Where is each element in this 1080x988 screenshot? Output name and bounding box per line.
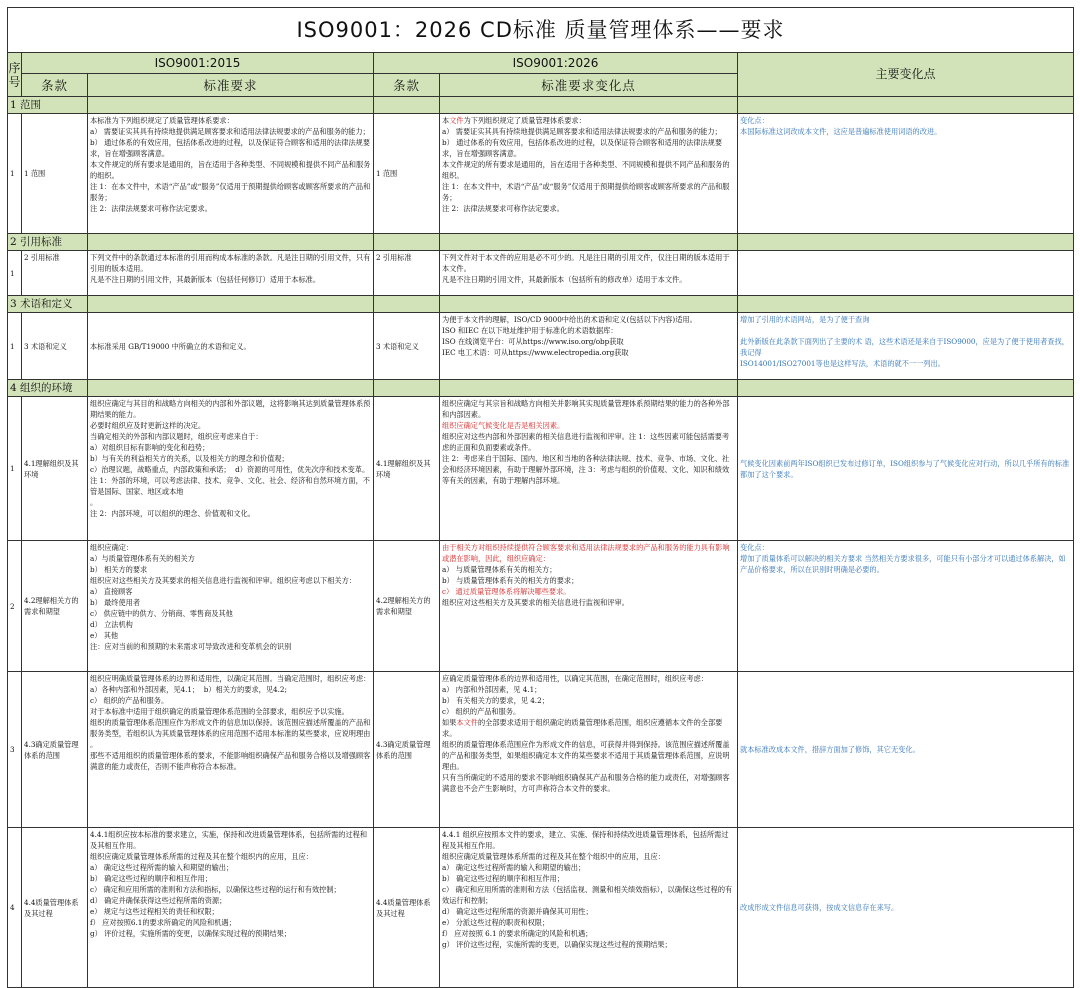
row-change: 改成形成文件信息可获得，按成文信息存在来写。 [738,828,1074,988]
table-row [8,313,1074,380]
row-req-new: 应确定质量管理体系的边界和适用性，以确定其范围，在确定范围时，组织应考虑： a） 内部和外部因素，见 4.1； b） 有关相关方的要求，见 4.2； c） 组织的产品和服务。 如果本文件的全部要求适用于组织确定的质量管理体系范围，组织应遵循本文件的全部要求。 组织的质量管理体系范围应作为形成文件的信息，可获得并得到保持。该范围应描述所覆盖的产品和服务类型，如果组织确定本文件的某些要求不适用于其质量管理体系范围，应说明理由。 只有当所确定的不适用的要求不影响组织确保其产品和服务合格的能力或责任，对增强顾客满意也不会产生影响时，方可声称符合本文件的要求。 [440,672,738,828]
row-seq: 1 [8,397,22,541]
row-req-old: 组织应确定与其目的和战略方向相关的内部和外部议题，这将影响其达到质量管理体系预期结果的能力。 必要时组织应及时更新这样的决定。 当确定相关的外部和内部议题时，组织应考虑来自于： a）对组织目标有影响的变化和趋势； b）与有关的利益相关方的关系，以及相关方的理念和价值观； c）治理议题，战略重点，内部政策和承诺； d）资源的可用性，优先次序和技术变革。 注 1：外部的环境，可以考虑法律、技术、竞争、文化、社会、经济和自然环境方面，不管是国际、国家、地区或本地 。 注 2：内部环境，可以组织的理念、价值观和文化。 [88,397,374,541]
row-clause-new: 4.3确定质量管理体系的范围 [374,672,440,828]
table-row [8,114,1074,234]
row-req-old: 组织应确定： a）与质量管理体系有关的相关方 b） 相关方的要求 组织应对这些相关方及其要求的相关信息进行监视和评审。组织应考虑以下相关方： a） 直接顾客 b） 最终使用者 c） 供应链中的供方、分销商、零售商及其他 d） 立法机构 e） 其他 注：应对当前的和预期的未来需求可导致改进和变革机会的识别 [88,541,374,672]
row-seq: 2 [8,541,22,672]
table-row [8,251,1074,296]
page-title: ISO9001：2026 CD标准 质量管理体系——要求 [8,8,1074,53]
row-req-old: 4.4.1组织应按本标准的要求建立，实施，保持和改进质量管理体系，包括所需的过程和及其相互作用。 组织应确定质量管理体系所需的过程及其在整个组织内的应用，且应： a） 确定这些过程所需的输入和期望的输出； b） 确定这些过程的顺序和相互作用； c） 确定和应用所需的准则和方法和指标，以确保这些过程的运行和有效控制； d） 确定并确保获得这些过程所需的资源； e） 规定与这些过程相关的责任和权限； f） 应对按照6.1的要求所确定的风险和机遇； g） 评价过程，实施所需的变更，以确保实现过程的预期结果； [88,828,374,988]
row-seq: 1 [8,313,22,380]
row-req-old: 组织应明确质量管理体系的边界和适用性，以确定其范围。当确定范围时，组织应考虑： a）各种内部和外部因素，见4.1； b）相关方的要求，见4.2; c） 组织的产品和服务。 对于本标准中适用于组织确定的质量管理体系范围的全部要求，组织应予以实施。 组织的质量管理体系范围应作为形成文件的信息加以保持。该范围应描述所覆盖的产品和服务类型，若组织认为其质量管理体系的应用范围不适用本标准的某些要求，应说明理由 。 那些不适用组织的质量管理体系的要求，不能影响组织确保产品和服务合格以及增强顾客满意的能力或责任，否则不能声称符合本标准。 [88,672,374,828]
section-scope: 1 范围 [8,97,88,114]
row-clause-new: 4.1理解组织及其环境 [374,397,440,541]
row-seq: 3 [8,672,22,828]
comparison-table [7,7,1074,988]
std-req-header: 标准要求 [88,74,374,97]
row-clause-old: 4.4质量管理体系及其过程 [22,828,88,988]
row-change: 变化点： 本国际标准这词改成本文件，这应是普遍标准使用词语的改进。 [738,114,1074,234]
table-row [8,828,1074,988]
new-standard-header: ISO9001:2026 [374,53,738,74]
row-clause-old: 4.3确定质量管理体系的范围 [22,672,88,828]
spreadsheet [7,7,1073,988]
req-change-header: 标准要求变化点 [440,74,738,97]
row-clause-new: 2 引用标准 [374,251,440,296]
row-seq: 4 [8,828,22,988]
row-clause-old: 1 范围 [22,114,88,234]
row-req-new: 本文件为下列组织规定了质量管理体系要求： a） 需要证实其具有持续地提供满足顾客要求和适用法律法规要求的产品和服务的能力； b） 通过体系的有效应用，包括体系改进的过程，以及保证符合顾客和适用的法律法规要求，旨在增强顾客满意。 本文件规定的所有要求是通用的，旨在适用于各种类型、不同规模和提供不同产品和服务的组织。 注 1：在本文件中，术语“产品”或“服务”仅适用于预期提供给顾客或顾客所要求的产品和服务； 注 2：法律法规要求可称作法定要求。 [440,114,738,234]
table-row [8,397,1074,541]
row-req-new: 为便于本文件的理解，ISO/CD 9000中给出的术语和定义(包括以下内容)适用。 ISO 和IEC 在以下地址维护用于标准化的术语数据库： ISO 在线浏览平台：可从https://www.iso.org/obp获取 IEC 电工术语：可从https://www.electropedia.org获取 [440,313,738,380]
table-row [8,541,1074,672]
section-normative-ref: 2 引用标准 [8,234,88,251]
seq-header: 序号 [8,53,22,97]
row-req-new: 组织应确定与其宗旨和战略方向相关并影响其实现质量管理体系预期结果的能力的各种外部和内部因素。 组织应确定气候变化是否是相关因素。 组织应对这些内部和外部因素的相关信息进行监视和评审。注 1：这些因素可能包括需要考虑的正面和负面要素或条件。 注 2：考虑来自于国际、国内、地区和当地的各种法律法规、技术、竞争、市场、文化、社会和经济环境因素，有助于理解外部环境，注 3：考虑与组织的价值观、文化、知识和绩效等有关的因素，有助于理解内部环境。 [440,397,738,541]
row-seq: 1 [8,114,22,234]
clause-header: 条款 [22,74,88,97]
row-clause-new: 4.4质量管理体系及其过程 [374,828,440,988]
section-context: 4 组织的环境 [8,380,88,397]
row-change [738,251,1074,296]
clause-header-new: 条款 [374,74,440,97]
section-terms: 3 术语和定义 [8,296,88,313]
row-req-new: 由于相关方对组织持续提供符合顾客要求和适用法律法规要求的产品和服务的能力具有影响或潜在影响，因此，组织应确定： a） 与质量管理体系有关的相关方； b） 与质量管理体系有关的相关方的要求； c） 通过质量管理体系将解决哪些要求。 组织应对这些相关方及其要求的相关信息进行监视和评审。 [440,541,738,672]
row-req-old: 本标准采用 GB/T19000 中所确立的术语和定义。 [88,313,374,380]
row-clause-new: 1 范围 [374,114,440,234]
row-change: 就本标准改成本文件，措辞方面加了修饰，其它无变化。 [738,672,1074,828]
row-seq: 1 [8,251,22,296]
main-change-header: 主要变化点 [738,53,1074,97]
row-clause-new: 3 术语和定义 [374,313,440,380]
row-clause-old: 4.2理解相关方的需求和期望 [22,541,88,672]
row-req-old: 下列文件中的条款通过本标准的引用而构成本标准的条款。凡是注日期的引用文件，只有引用的版本适用。 凡是不注日期的引用文件，其最新版本（包括任何修订）适用于本标准。 [88,251,374,296]
row-change: 气候变化因素前两年ISO组织已发布过修订单，ISO组织参与了气候变化应对行动，所以几乎所有的标准都加了这个要求。 [738,397,1074,541]
row-req-new: 下列文件对于本文件的应用是必不可少的。凡是注日期的引用文件，仅注日期的版本适用于本文件。 凡是不注日期的引用文件，其最新版本（包括所有的修改单）适用于本文件。 [440,251,738,296]
old-standard-header: ISO9001:2015 [22,53,374,74]
row-change: 变化点： 增加了质量体系可以解决的相关方要求 当然相关方要求很多，可能只有小部分才可以通过体系解决，如产品价格要求，所以在识别时明确是必要的。 [738,541,1074,672]
row-clause-old: 2 引用标准 [22,251,88,296]
row-change: 增加了引用的术语网站，是为了便于查询 此外新版在此条款下面列出了主要的术 语，这些术语还是来自于ISO9000，应是为了便于使用者查找，我记得 ISO14001/ISO27001等也是这样写法，术语的就不一一列出。 [738,313,1074,380]
row-clause-old: 4.1理解组织及其环境 [22,397,88,541]
row-req-new: 4.4.1 组织应按照本文件的要求，建立、实施、保持和持续改进质量管理体系，包括所需过程及其相互作用。 组织应确定质量管理体系所需的过程及其在整个组织中的应用，且应： a） 确定这些过程所需的输入和期望的输出； b） 确定这些过程的顺序和相互作用； c） 确定和应用所需的准则和方法（包括监视、测量和相关绩效指标），以确保这些过程的有效运行和控制； d） 确定这些过程所需的资源并确保其可用性； e） 分派这些过程的职责和权限； f） 应对按照 6.1 的要求所确定的风险和机遇； g） 评价这些过程，实施所需的变更，以确保实现这些过程的预期结果； [440,828,738,988]
table-row [8,672,1074,828]
row-clause-new: 4.2理解相关方的需求和期望 [374,541,440,672]
row-clause-old: 3 术语和定义 [22,313,88,380]
row-req-old: 本标准为下列组织规定了质量管理体系要求： a） 需要证实其具有持续地提供满足顾客要求和适用法律法规要求的产品和服务的能力； b） 通过体系的有效应用，包括体系改进的过程，以及保证符合顾客和适用的法律法规要求，旨在增强顾客满意。 本文件规定的所有要求是通用的，旨在适用于各种类型、不同规模和提供不同产品和服务的组织。 注 1：在本文件中，术语“产品”或“服务”仅适用于预期提供给顾客或顾客所要求的产品和服务； 注 2：法律法规要求可称作法定要求。 [88,114,374,234]
